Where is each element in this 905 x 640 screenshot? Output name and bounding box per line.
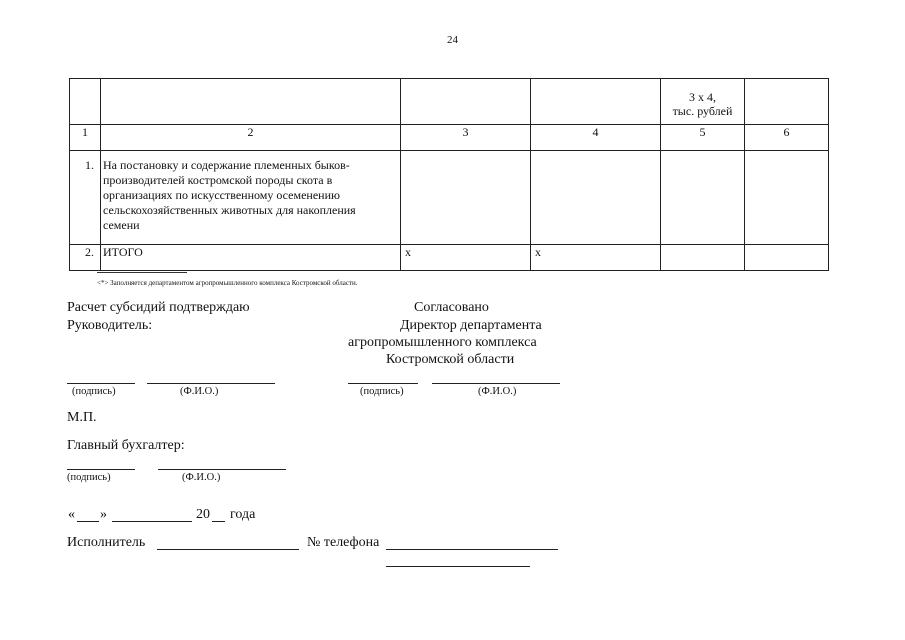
- closing-divider: [386, 566, 530, 567]
- approved-label: Согласовано: [414, 300, 489, 315]
- signature-line: [348, 383, 418, 384]
- row-cell-col6: [745, 151, 829, 245]
- desc-line: организациях по искусственному осеменению: [103, 188, 340, 202]
- head-label: Руководитель:: [67, 318, 153, 333]
- footnote-divider: [97, 272, 187, 273]
- row-cell-col4: [531, 151, 661, 245]
- header-col5-line2: тыс. рублей: [672, 104, 733, 118]
- row-cell-col3: [401, 151, 531, 245]
- executor-line: [157, 549, 299, 550]
- column-number: 4: [531, 125, 661, 151]
- desc-line: На постановку и содержание племенных быков-: [103, 158, 350, 172]
- row-cell-col6: [745, 245, 829, 271]
- signature-caption: (подпись): [360, 386, 404, 397]
- header-col5-line1: 3 x 4,: [689, 90, 716, 104]
- row-number: 2.: [70, 245, 101, 271]
- fio-caption: (Ф.И.О.): [478, 386, 517, 397]
- footnote: <*> Заполняется департаментом агропромышленного комплекса Костромской области.: [97, 279, 358, 287]
- fio-line: [432, 383, 560, 384]
- header-cell: [101, 79, 401, 125]
- fio-line: [158, 469, 286, 470]
- column-number-row: [70, 125, 829, 151]
- phone-label: № телефона: [307, 535, 380, 550]
- signature-line: [67, 469, 135, 470]
- page-number: 24: [447, 34, 458, 46]
- header-cell-col5: [661, 79, 745, 125]
- year-prefix: 20: [196, 507, 210, 522]
- column-number: 2: [101, 125, 401, 151]
- signature-caption: (подпись): [72, 386, 116, 397]
- fio-line: [147, 383, 275, 384]
- header-cell: [531, 79, 661, 125]
- date-close-quote: »: [100, 507, 107, 522]
- phone-line: [386, 549, 558, 550]
- row-cell-col5: [661, 151, 745, 245]
- column-number: 6: [745, 125, 829, 151]
- desc-line: семени: [103, 218, 140, 232]
- column-number: 1: [70, 125, 101, 151]
- row-description: [101, 151, 401, 245]
- row-cell-col5: [661, 245, 745, 271]
- confirm-line: Расчет субсидий подтверждаю: [67, 300, 250, 315]
- signature-caption: (подпись): [67, 472, 111, 483]
- day-line: [77, 521, 99, 522]
- header-cell: [745, 79, 829, 125]
- region-name: Костромской области: [386, 352, 515, 367]
- header-cell: [70, 79, 101, 125]
- row-cell-col4: x: [531, 245, 661, 271]
- row-number: 1.: [70, 151, 101, 245]
- desc-line: производителей костромской породы скота в: [103, 173, 333, 187]
- executor-label: Исполнитель: [67, 535, 146, 550]
- table-row: [70, 151, 829, 245]
- subsidy-table: [69, 78, 829, 271]
- table-header-row: [70, 79, 829, 125]
- year-line: [212, 521, 225, 522]
- header-cell: [401, 79, 531, 125]
- year-suffix: года: [230, 507, 256, 522]
- department-name: агропромышленного комплекса: [348, 335, 537, 350]
- date-open-quote: «: [68, 507, 75, 522]
- director-title: Директор департамента: [400, 318, 542, 333]
- month-line: [112, 521, 192, 522]
- signature-line: [67, 383, 135, 384]
- fio-caption: (Ф.И.О.): [182, 472, 221, 483]
- table-row: [70, 245, 829, 271]
- chief-accountant-label: Главный бухгалтер:: [67, 438, 185, 453]
- row-description: ИТОГО: [101, 245, 401, 271]
- fio-caption: (Ф.И.О.): [180, 386, 219, 397]
- column-number: 3: [401, 125, 531, 151]
- desc-line: сельскохозяйственных животных для накопления: [103, 203, 356, 217]
- stamp-place: М.П.: [67, 410, 97, 425]
- row-cell-col3: x: [401, 245, 531, 271]
- column-number: 5: [661, 125, 745, 151]
